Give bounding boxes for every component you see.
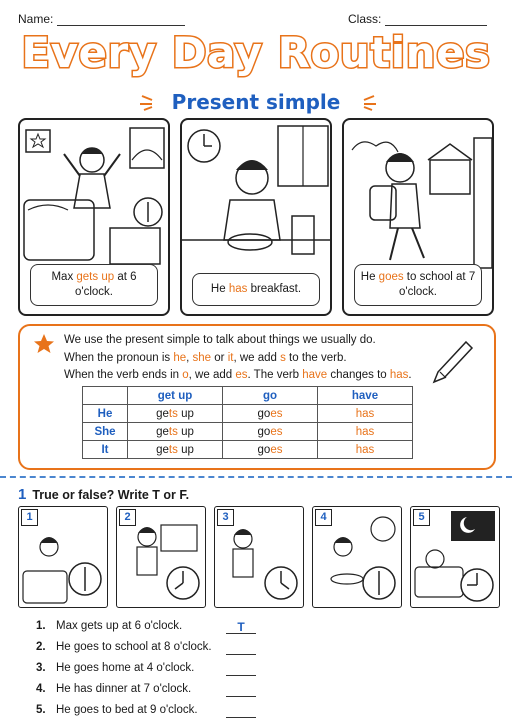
section-divider [0,476,512,478]
question-2: 2. He goes to school at 8 o'clock. [36,641,212,653]
name-label: Name: [18,12,54,26]
rule-line-1: We use the present simple to talk about things we usually do. [64,334,376,346]
class-line[interactable] [385,13,487,26]
class-field[interactable] [348,12,487,26]
question-4: 4. He has dinner at 7 o'clock. [36,683,191,695]
exercise-heading: 1 True or false? Write T or F. [18,486,190,503]
exercise-picture-1: 1 [18,506,108,608]
exercise-picture-4: 4 [312,506,402,608]
page-title: Every Day Routines [21,28,491,77]
question-5: 5. He goes to bed at 9 o'clock. [36,704,198,716]
caption-breakfast: He has breakfast. [192,273,320,306]
story-panel-breakfast [180,118,332,316]
story-panel-wake-up [18,118,170,316]
class-label: Class: [348,12,382,26]
answer-blank[interactable] [226,662,256,676]
exercise-picture-3: 3 [214,506,304,608]
table-row: It gets up goes has [83,441,413,459]
table-header-row: get up go have [83,387,413,405]
conjugation-table [82,386,413,459]
name-field[interactable] [18,12,185,26]
burst-right-icon [352,92,378,112]
pencil-icon [430,338,474,388]
exercise-picture-5: 5 [410,506,500,608]
rule-line-3: When the verb ends in o, we add es. The verb have changes to has. [64,369,412,381]
question-3: 3. He goes home at 4 o'clock. [36,662,194,674]
answer-blank[interactable]: T [226,620,256,634]
caption-wake-up: Max gets up at 6 o'clock. [30,264,158,306]
caption-school: He goes to school at 7 o'clock. [354,264,482,306]
story-panel-school [342,118,494,316]
answer-blank[interactable] [226,683,256,697]
star-icon [32,332,56,356]
page-subtitle: Present simple [171,90,341,114]
question-1: 1. Max gets up at 6 o'clock. T [36,620,182,632]
answer-blank[interactable] [226,641,256,655]
table-row: He gets up goes has [83,405,413,423]
rule-line-2: When the pronoun is he, she or it, we add s to the verb. [64,352,347,364]
name-line[interactable] [57,13,185,26]
table-row: She gets up goes has [83,423,413,441]
grammar-rule-box [18,324,496,470]
answer-blank[interactable] [226,704,256,718]
exercise-picture-2: 2 [116,506,206,608]
